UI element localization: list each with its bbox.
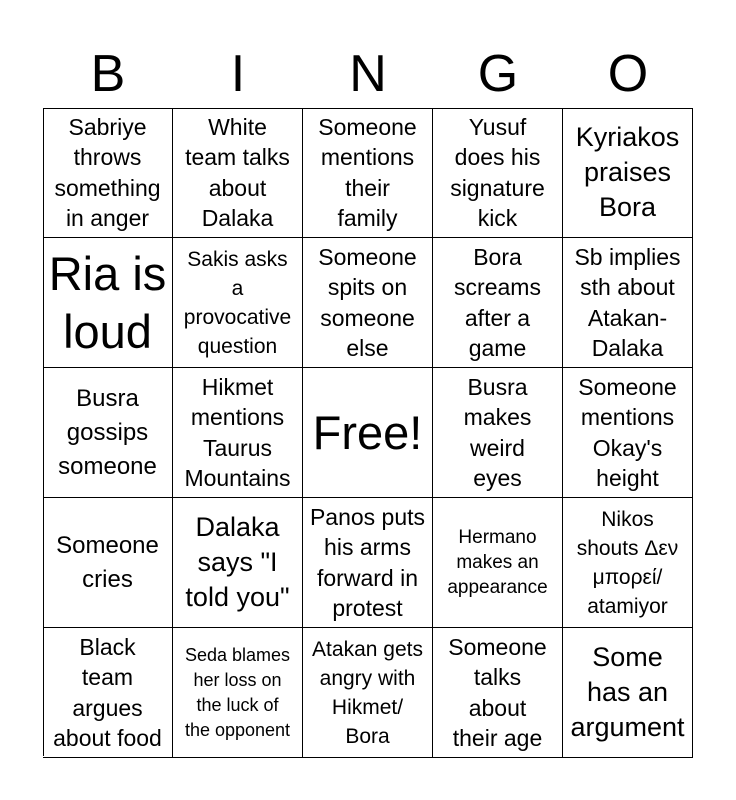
bingo-cell-r2-c3[interactable] bbox=[303, 238, 433, 368]
bingo-cell-text: Atakan gets angry with Hikmet/ Bora bbox=[312, 637, 423, 748]
bingo-cell-text: Someone mentions Okay's height bbox=[578, 373, 677, 491]
bingo-cell-r5-c3[interactable] bbox=[303, 628, 433, 758]
bingo-cell-text: Someone mentions their family bbox=[318, 113, 417, 231]
bingo-cell-text: Nikos shouts Δεν μπορεί/ atamiyor bbox=[576, 507, 679, 618]
bingo-cell-r2-c1[interactable] bbox=[43, 238, 173, 368]
bingo-cell-r4-c3[interactable] bbox=[303, 498, 433, 628]
bingo-cell-text: Some has an argument bbox=[570, 642, 685, 742]
header-letter-b: B bbox=[90, 45, 126, 103]
bingo-cell-r5-c1[interactable] bbox=[43, 628, 173, 758]
bingo-cell-text: Busra gossips someone bbox=[58, 384, 157, 480]
bingo-cell-r2-c4[interactable] bbox=[433, 238, 563, 368]
bingo-cell-text: Kyriakos praises Bora bbox=[575, 122, 680, 222]
bingo-cell-r1-c3[interactable] bbox=[303, 108, 433, 238]
bingo-cell-r4-c2[interactable] bbox=[173, 498, 303, 628]
bingo-cell-r2-c2[interactable] bbox=[173, 238, 303, 368]
bingo-cell-text: Yusuf does his signature kick bbox=[450, 113, 545, 231]
bingo-cell-text: Busra makes weird eyes bbox=[463, 373, 532, 491]
bingo-cell-text: Black team argues about food bbox=[53, 633, 162, 751]
bingo-cell-text: Sabriye throws something in anger bbox=[54, 113, 161, 231]
bingo-cell-r3-c2[interactable] bbox=[173, 368, 303, 498]
bingo-cell-text: White team talks about Dalaka bbox=[185, 113, 290, 231]
bingo-cell-text: Bora screams after a game bbox=[454, 243, 541, 361]
bingo-cell-r2-c5[interactable] bbox=[563, 238, 693, 368]
bingo-cell-text: Seda blames her loss on the luck of the opponent bbox=[184, 644, 291, 740]
bingo-cell-text: Panos puts his arms forward in protest bbox=[309, 503, 426, 621]
bingo-cell-text: Hikmet mentions Taurus Mountains bbox=[184, 373, 291, 491]
bingo-cell-text: Ria is loud bbox=[48, 246, 167, 358]
bingo-cell-r5-c2[interactable] bbox=[173, 628, 303, 758]
bingo-cell-r3-c3[interactable] bbox=[303, 368, 433, 498]
bingo-grid bbox=[43, 108, 693, 756]
bingo-cell-r5-c5[interactable] bbox=[563, 628, 693, 758]
bingo-cell-text: Free! bbox=[312, 405, 423, 459]
bingo-cell-r5-c4[interactable] bbox=[433, 628, 563, 758]
header-letter-n: N bbox=[349, 45, 387, 103]
bingo-cell-r3-c5[interactable] bbox=[563, 368, 693, 498]
bingo-cell-text: Sb implies sth about Atakan- Dalaka bbox=[574, 243, 681, 361]
header-letter-i: I bbox=[230, 45, 246, 103]
bingo-cell-r3-c4[interactable] bbox=[433, 368, 563, 498]
bingo-cell-r1-c1[interactable] bbox=[43, 108, 173, 238]
bingo-cell-r1-c2[interactable] bbox=[173, 108, 303, 238]
header-letter-o: O bbox=[607, 45, 649, 103]
bingo-cell-text: Sakis asks a provocative question bbox=[183, 247, 292, 358]
bingo-cell-text: Someone talks about their age bbox=[448, 633, 547, 751]
bingo-cell-text: Hermano makes an appearance bbox=[447, 527, 548, 598]
bingo-header bbox=[43, 40, 693, 108]
bingo-cell-r4-c5[interactable] bbox=[563, 498, 693, 628]
bingo-cell-text: Dalaka says "I told you" bbox=[185, 512, 290, 612]
bingo-cell-r3-c1[interactable] bbox=[43, 368, 173, 498]
bingo-cell-r1-c5[interactable] bbox=[563, 108, 693, 238]
header-letter-g: G bbox=[477, 45, 519, 103]
bingo-cell-r1-c4[interactable] bbox=[433, 108, 563, 238]
bingo-cell-r4-c4[interactable] bbox=[433, 498, 563, 628]
bingo-cell-r4-c1[interactable] bbox=[43, 498, 173, 628]
bingo-cell-text: Someone cries bbox=[56, 531, 159, 593]
bingo-cell-text: Someone spits on someone else bbox=[318, 243, 417, 361]
